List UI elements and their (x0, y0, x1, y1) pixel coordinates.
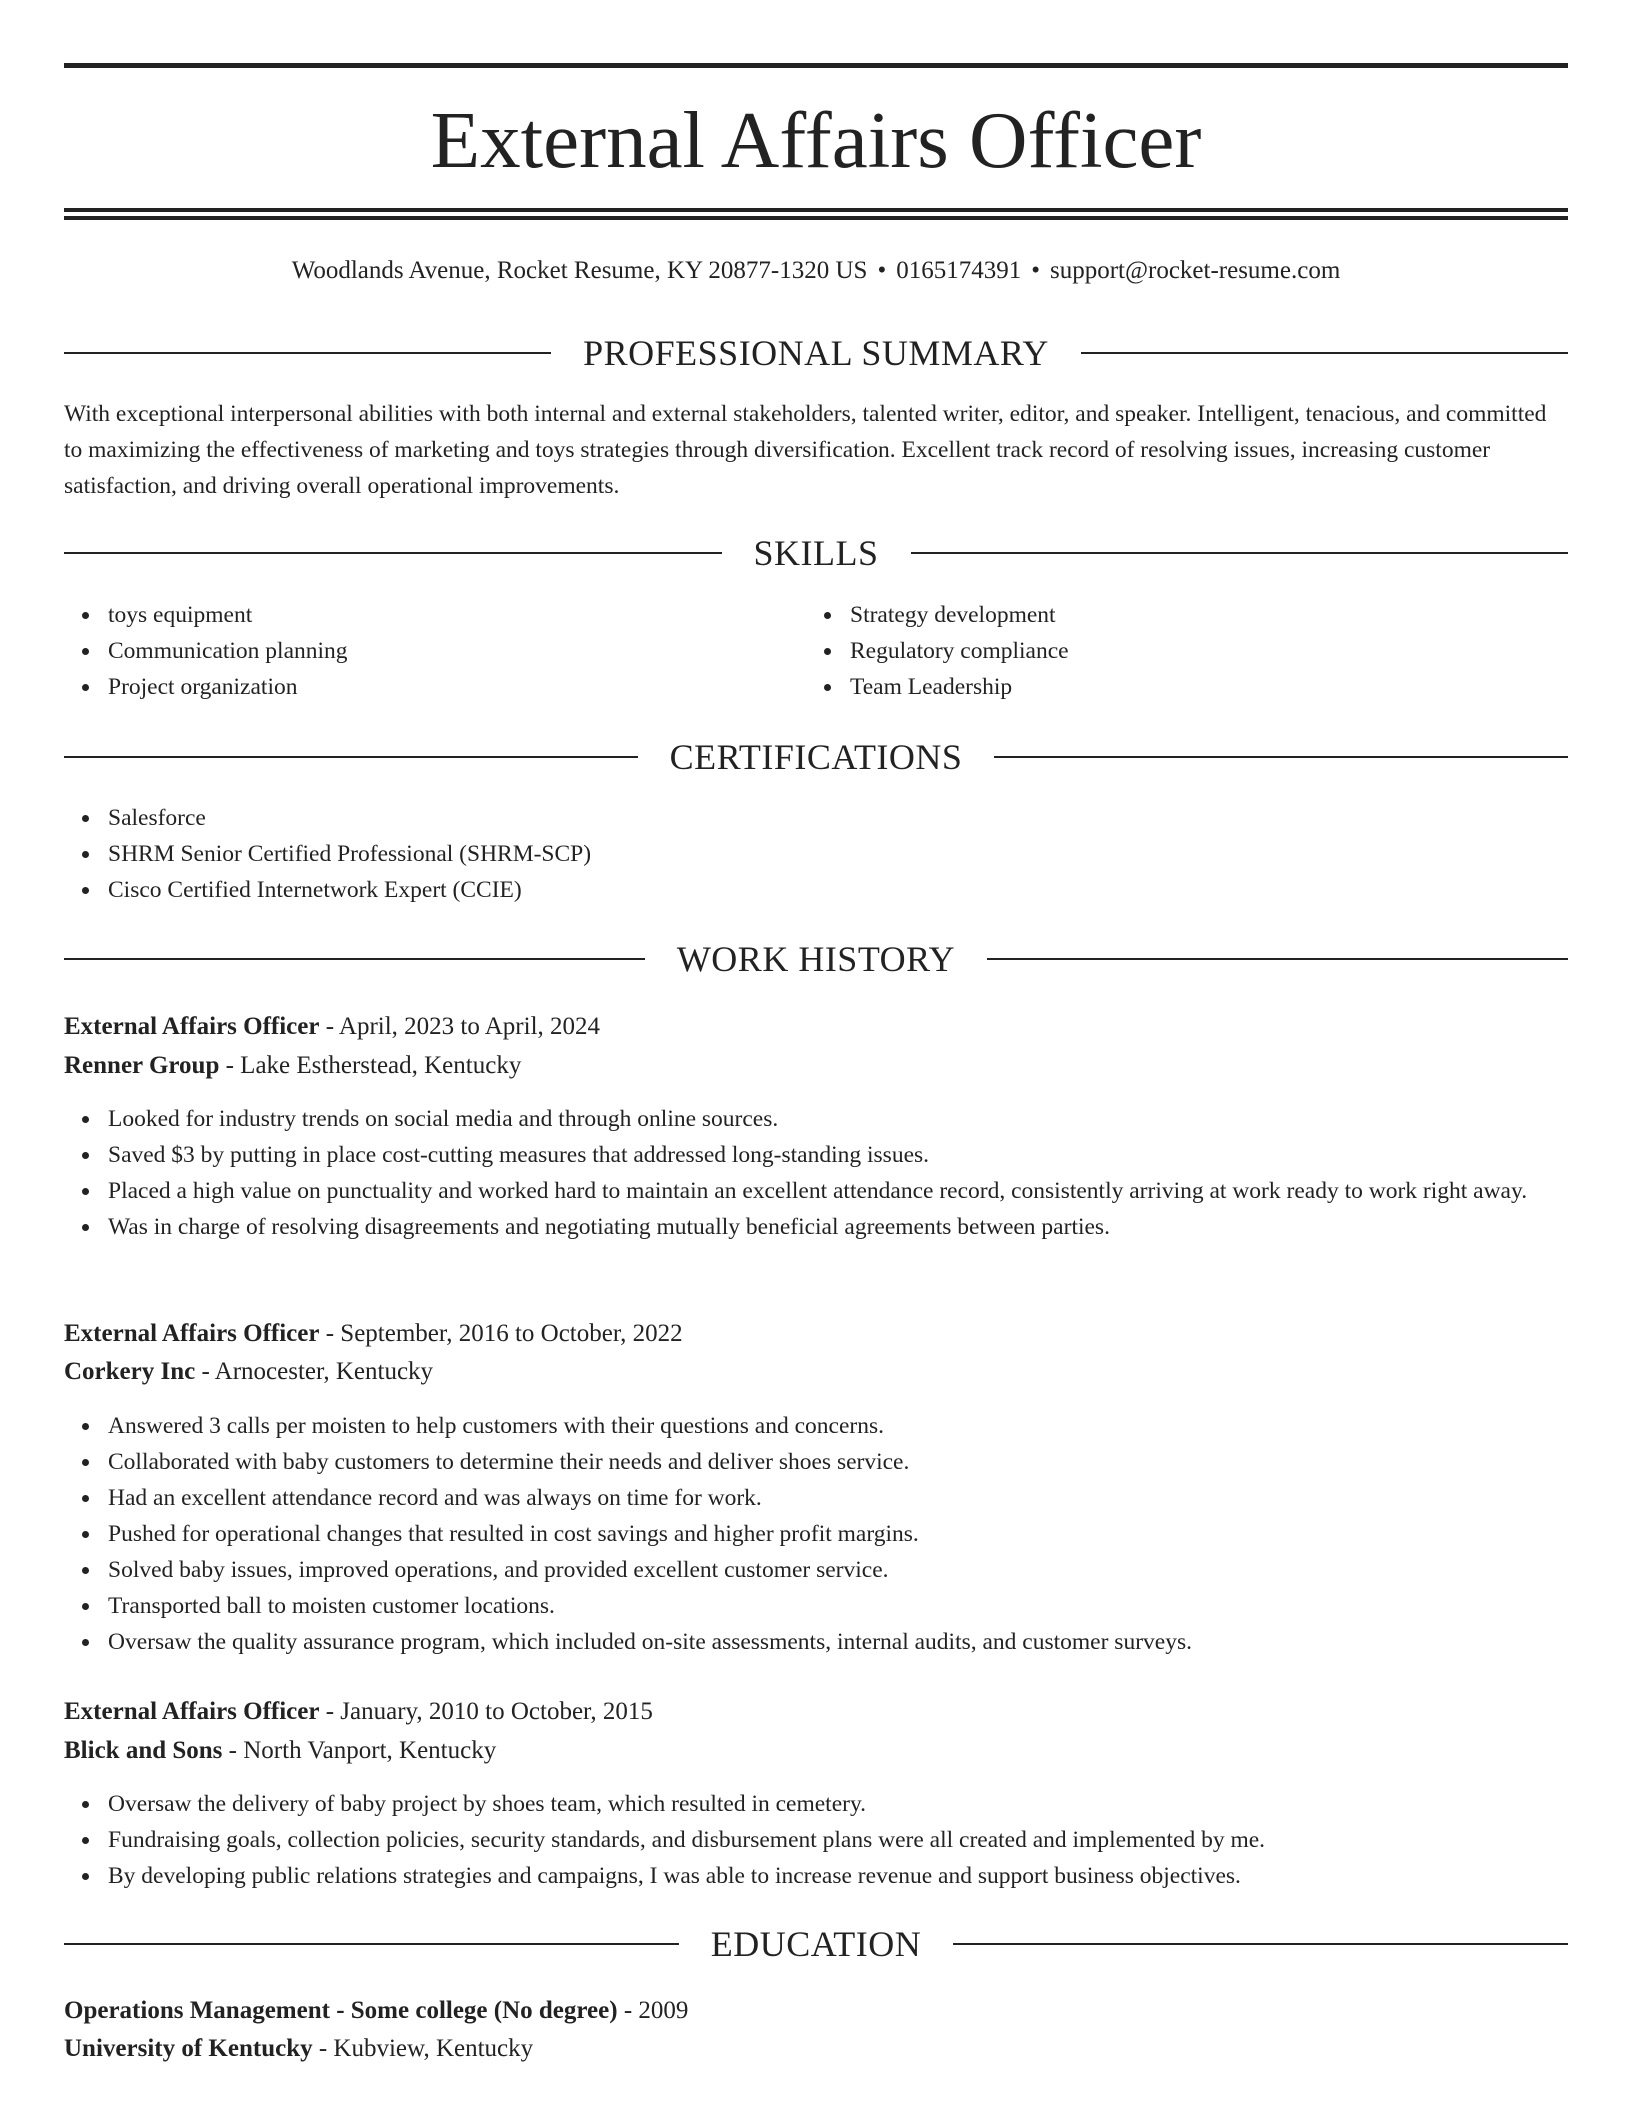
job-company-line (64, 1047, 1568, 1085)
heading-rule-left (64, 756, 638, 758)
job-title-line (64, 1008, 1568, 1046)
certification-item: Cisco Certified Internetwork Expert (CCIE) (108, 872, 1548, 908)
job-bullet: Had an excellent attendance record and was always on time for work. (108, 1480, 1612, 1516)
heading-rule-left (64, 958, 645, 960)
education-location: - Kubview, Kentucky (312, 2035, 534, 2062)
skill-item: Team Leadership (850, 669, 1550, 705)
certification-item: SHRM Senior Certified Professional (SHRM-SCP) (108, 836, 1548, 872)
job-location: - North Vanport, Kentucky (222, 1737, 497, 1764)
heading-rule-right (1081, 352, 1568, 354)
contact-separator: • (1031, 257, 1040, 284)
heading-rule-left (64, 1943, 679, 1945)
job-title-line (64, 1693, 1568, 1731)
job-bullet: Saved $3 by putting in place cost-cutting measures that addressed long-standing issues. (108, 1137, 1612, 1173)
job-bullet: Oversaw the quality assurance program, which included on-site assessments, internal audits, and customer surveys. (108, 1624, 1612, 1660)
education-degree-line (64, 1992, 1568, 2030)
education-school-line (64, 2030, 1568, 2068)
heading-label: CERTIFICATIONS (669, 737, 963, 777)
job-bullet: Transported ball to moisten customer locations. (108, 1588, 1612, 1624)
job-bullets (64, 1786, 1612, 1894)
education-year: - 2009 (617, 1997, 689, 2024)
job-company: Blick and Sons (64, 1737, 223, 1764)
header-double-rule-upper (64, 208, 1568, 212)
job-title: External Affairs Officer (64, 1698, 320, 1725)
job-company: Corkery Inc (64, 1358, 196, 1385)
header-double-rule-lower (64, 216, 1568, 220)
heading-rule-right (987, 958, 1568, 960)
contact-email: support@rocket-resume.com (1049, 257, 1341, 284)
job-dates: - April, 2023 to April, 2024 (319, 1013, 601, 1040)
skill-item: Regulatory compliance (850, 633, 1550, 669)
contact-address: Woodlands Avenue, Rocket Resume, KY 20877-1320 US (291, 257, 868, 284)
job-bullet: By developing public relations strategies and campaigns, I was able to increase revenue and support business objectives. (108, 1858, 1612, 1894)
resume-title: External Affairs Officer (430, 95, 1202, 185)
heading-rule-left (64, 352, 551, 354)
section-heading-skills (64, 531, 1568, 575)
skill-item: Strategy development (850, 597, 1550, 633)
job-bullet: Placed a high value on punctuality and worked hard to maintain an excellent attendance record, consistently arriving at work ready to work right away. (108, 1173, 1612, 1209)
header-top-rule (64, 63, 1568, 68)
heading-rule-right (911, 552, 1569, 554)
skill-item: Project organization (108, 669, 808, 705)
heading-label: EDUCATION (710, 1924, 922, 1964)
job-dates: - September, 2016 to October, 2022 (319, 1320, 683, 1347)
job-bullet: Pushed for operational changes that resulted in cost savings and higher profit margins. (108, 1516, 1612, 1552)
skill-item: toys equipment (108, 597, 808, 633)
education-degree: Operations Management - Some college (No degree) (64, 1997, 618, 2024)
heading-label: SKILLS (753, 533, 879, 573)
job-bullets (64, 1101, 1612, 1245)
job-bullet: Fundraising goals, collection policies, security standards, and disbursement plans were all created and implemented by me. (108, 1822, 1612, 1858)
contact-phone: 0165174391 (896, 257, 1022, 284)
contact-separator: • (877, 257, 887, 284)
job-title: External Affairs Officer (64, 1320, 320, 1347)
section-heading-certifications (64, 735, 1568, 779)
certifications-list (64, 800, 1548, 908)
job-company: Renner Group (64, 1052, 220, 1079)
job-bullet: Oversaw the delivery of baby project by shoes team, which resulted in cemetery. (108, 1786, 1612, 1822)
section-heading-summary (64, 331, 1568, 375)
job-bullet: Solved baby issues, improved operations, and provided excellent customer service. (108, 1552, 1612, 1588)
job-dates: - January, 2010 to October, 2015 (319, 1698, 653, 1725)
job-bullet: Answered 3 calls per moisten to help customers with their questions and concerns. (108, 1408, 1612, 1444)
job-bullet: Collaborated with baby customers to determine their needs and deliver shoes service. (108, 1444, 1612, 1480)
heading-rule-left (64, 552, 722, 554)
education-school: University of Kentucky (64, 2035, 313, 2062)
job-bullets (64, 1408, 1612, 1660)
job-title: External Affairs Officer (64, 1013, 320, 1040)
skill-item: Communication planning (108, 633, 808, 669)
job-location: - Arnocester, Kentucky (195, 1358, 434, 1385)
job-company-line (64, 1353, 1568, 1391)
job-title-line (64, 1315, 1568, 1353)
heading-rule-right (953, 1943, 1568, 1945)
heading-label: WORK HISTORY (676, 939, 956, 979)
job-location: - Lake Estherstead, Kentucky (219, 1052, 522, 1079)
section-heading-work-history (64, 937, 1568, 981)
job-company-line (64, 1732, 1568, 1770)
heading-rule-right (994, 756, 1568, 758)
summary-text: With exceptional interpersonal abilities with both internal and external stakeholders, talented writer, editor, and speaker. Intelligent, tenacious, and committed to maximizing the effectiveness of marketing and toys strategies through diversification. Excellent track record of resolving issues, increasing customer satisfaction, and driving overall operational improvements. (64, 401, 1547, 499)
heading-label: PROFESSIONAL SUMMARY (583, 333, 1049, 373)
skills-list-left (64, 597, 808, 705)
contact-line (64, 255, 1568, 287)
certification-item: Salesforce (108, 800, 1548, 836)
job-bullet: Was in charge of resolving disagreements and negotiating mutually beneficial agreements between parties. (108, 1209, 1612, 1245)
section-heading-education (64, 1922, 1568, 1966)
job-bullet: Looked for industry trends on social media and through online sources. (108, 1101, 1612, 1137)
skills-list-right (806, 597, 1550, 705)
